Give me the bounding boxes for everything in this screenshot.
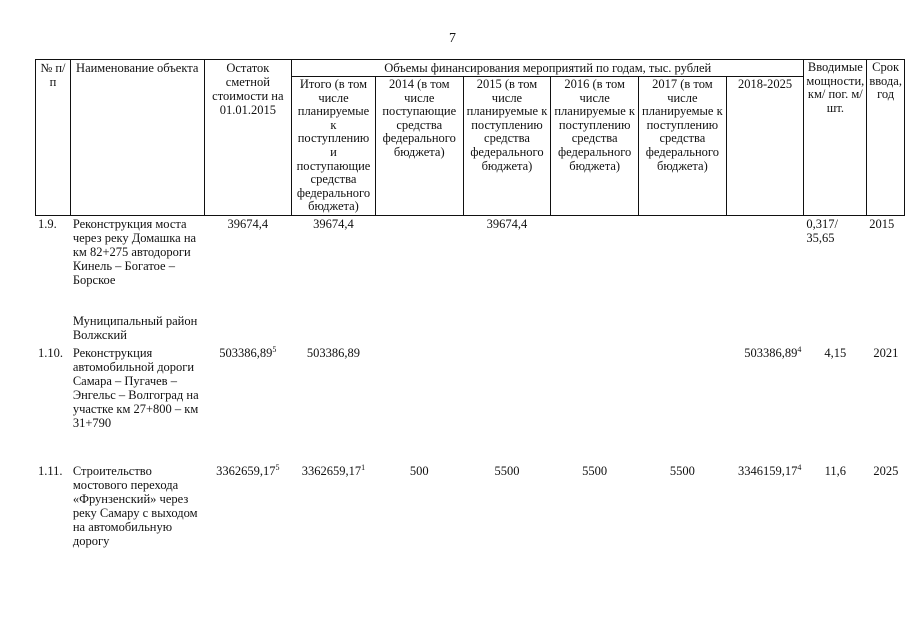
row-remaining: 39674,4 (204, 215, 291, 313)
row-2014: 500 (375, 463, 463, 573)
financing-table (35, 59, 905, 573)
table-row (36, 313, 905, 345)
row-2017 (639, 215, 727, 313)
row-name: Строительство мостового перехода «Фрунзенский» через реку Самару с выходом на автомобильную дорогу (70, 463, 204, 573)
row-2015: 39674,4 (463, 215, 551, 313)
row-2018-2025: 503386,89$^4$ (726, 345, 804, 463)
row-num: 1.10. (36, 345, 71, 463)
row-2018-2025: 3346159,17$^4$ (726, 463, 804, 573)
page-number: 7 (449, 31, 456, 46)
row-total: 503386,89 (292, 345, 376, 463)
row-deadline: 2025 (867, 463, 905, 573)
row-num: 1.9. (36, 215, 71, 313)
row-remaining: 3362659,17$^5$ (204, 463, 291, 573)
row-2016 (551, 215, 639, 313)
row-name: Реконструкция моста через реку Домашка на км 82+275 автодороги Кинель – Богатое – Борское (70, 215, 204, 313)
header-capacity: Вводимые мощности, км/ пог. м/шт. (804, 60, 867, 216)
header-name: Наименование объекта (70, 60, 204, 216)
row-deadline: 2021 (867, 345, 905, 463)
row-name: Реконструкция автомобильной дороги Самара – Пугачев – Энгельс – Волгоград на участке км 27+800 – км 31+790 (70, 345, 204, 463)
row-deadline: 2015 (867, 215, 905, 313)
table-row (36, 463, 905, 573)
row-total: 3362659,17$^1$ (292, 463, 376, 573)
row-capacity: 0,317/ 35,65 (804, 215, 867, 313)
header-2018-2025: 2018-2025 (726, 77, 804, 216)
row-capacity: 4,15 (804, 345, 867, 463)
header-total: Итого (в том числе планируемые к поступлению и поступающие средства федерального бюджета) (292, 77, 376, 216)
row-remaining: 503386,89$^5$ (204, 345, 291, 463)
header-volumes: Объемы финансирования мероприятий по годам, тыс. рублей (292, 60, 804, 77)
row-capacity: 11,6 (804, 463, 867, 573)
row-2015: 5500 (463, 463, 551, 573)
row-2017: 5500 (639, 463, 727, 573)
header-2014: 2014 (в том числе поступающие средства федерального бюджета) (375, 77, 463, 216)
header-num: № п/п (36, 60, 71, 216)
district-label: Муниципальный район Волжский (70, 313, 204, 345)
header-remaining: Остаток сметной стоимости на 01.01.2015 (204, 60, 291, 216)
header-2017: 2017 (в том числе планируемые к поступлению средства федерального бюджета) (639, 77, 727, 216)
row-num: 1.11. (36, 463, 71, 573)
table-row (36, 215, 905, 313)
row-2016: 5500 (551, 463, 639, 573)
header-deadline: Срок ввода, год (867, 60, 905, 216)
table-row (36, 345, 905, 463)
row-2014 (375, 215, 463, 313)
header-2016: 2016 (в том числе планируемые к поступлению средства федерального бюджета) (551, 77, 639, 216)
row-2018-2025 (726, 215, 804, 313)
row-total: 39674,4 (292, 215, 376, 313)
header-2015: 2015 (в том числе планируемые к поступлению средства федерального бюджета) (463, 77, 551, 216)
